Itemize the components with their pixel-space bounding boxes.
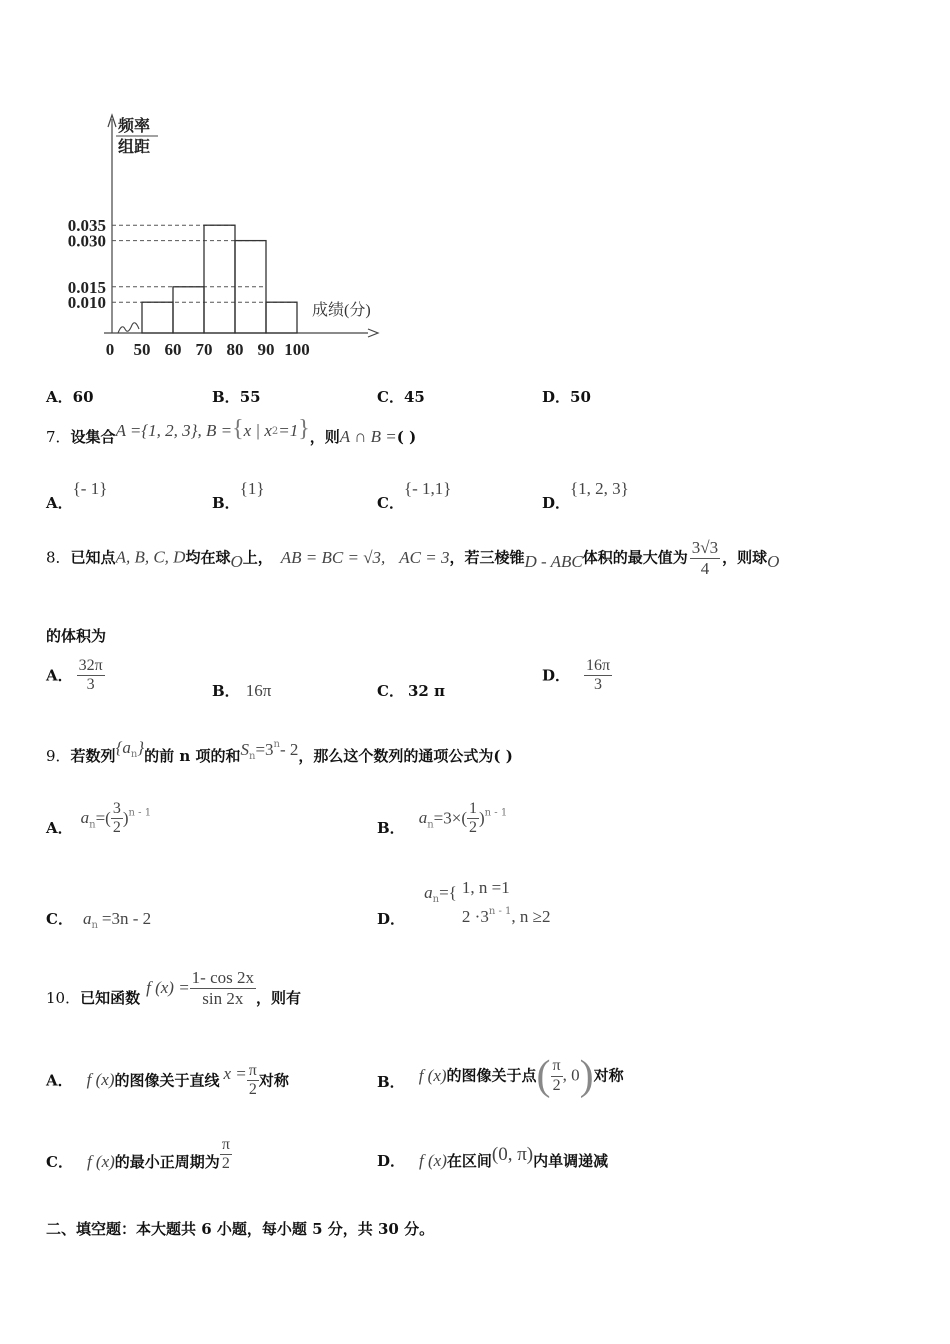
q10-option-a[interactable]: A． f (x)的图像关于直线 x = $\frac{\pi}{2}$ 对称 — [46, 1062, 289, 1099]
histogram-bar — [266, 302, 297, 333]
q8-line2: 的体积为 — [46, 627, 107, 645]
q10-option-d[interactable]: D． f (x)在区间(0, π)内单调递减 — [377, 1144, 609, 1170]
q8-option-a[interactable]: A． $\frac{32\pi}{3}$ — [46, 657, 103, 694]
x-tick-label: 100 — [284, 340, 310, 355]
q6-option-d[interactable]: D．50 — [542, 388, 591, 406]
q8-option-d[interactable]: D． $\frac{16\pi}{3}$ — [542, 657, 611, 694]
y-tick-label: 0.015 — [67, 277, 106, 297]
q10-stem: 10．已知函数f (x) = $\frac{1- \cos 2x}{\sin 2x}$ ，则有 — [46, 968, 302, 1008]
q7-stem: 7．设集合A ={1, 2, 3}, B ={x | $x^2=1$}，则A ∩ B =( ) — [46, 416, 417, 446]
q6-option-b[interactable]: B．55 — [212, 388, 261, 406]
x-tick-label: 50 — [133, 340, 151, 355]
axis-break-mark — [118, 323, 139, 333]
q9-option-b[interactable]: B．$a_n=3\times$( $\frac{1}{2}$ )$^{n - 1}$ — [377, 800, 508, 838]
q9-option-a[interactable]: A．$a_n=$( $\frac{3}{2}$ )$^{n - 1}$ — [46, 800, 152, 838]
y-axis-label-bottom: 组距 — [118, 139, 151, 156]
histogram-bar — [204, 225, 235, 333]
histogram-chart — [40, 105, 400, 355]
q8-option-b[interactable]: B． 16π — [212, 681, 272, 700]
q6-option-c[interactable]: C．45 — [377, 388, 425, 406]
q7-option-c[interactable]: C．{- 1,1} — [377, 479, 452, 512]
histogram-bar — [142, 302, 173, 333]
x-axis-arrow — [368, 329, 378, 337]
x-tick-label: 80 — [226, 340, 244, 355]
x-tick-label: 60 — [164, 340, 182, 355]
q7-option-b[interactable]: B．{1} — [212, 479, 265, 512]
q6-option-a[interactable]: A．60 — [46, 388, 94, 406]
x-axis-label: 成绩(分) — [312, 302, 371, 319]
q10-option-c[interactable]: C． f (x)的最小正周期为 $\frac{\pi}{2}$ — [46, 1136, 230, 1173]
q9-option-c[interactable]: C． $a_n =3n - 2$ — [46, 909, 152, 931]
section-2-title: 二、填空题：本大题共 6 小题，每小题 5 分，共 30 分。 — [46, 1220, 435, 1238]
q10-option-b[interactable]: B． f (x)的图像关于点( $\frac{\pi}{2}$ , 0)对称 — [377, 1053, 624, 1099]
y-tick-label: 0.010 — [67, 293, 106, 313]
q8-option-c[interactable]: C． 32 π — [377, 682, 446, 700]
q7-option-d[interactable]: D．{1, 2, 3} — [542, 479, 629, 512]
y-tick-label: 0.035 — [67, 216, 106, 236]
y-axis-label-top: 频率 — [118, 118, 151, 135]
y-tick-label: 0.030 — [67, 231, 106, 251]
q7-option-a[interactable]: A．{- 1} — [46, 479, 108, 512]
q9-option-d[interactable]: D． $a_n=${ 1, n =1 $2 \cdot 3^{n - 1}$, n ≥2 — [377, 878, 551, 928]
q8-stem: 8．已知点A, B, C, D均在球O上， AB = BC = √3, AC = 3，若三棱锥D - ABC体积的最大值为 $\frac{3√3}{4}$ ，则球O — [46, 538, 780, 578]
histogram-bar — [173, 287, 204, 333]
q8-max-volume-fraction: $\frac{3√3}{4}$ — [691, 538, 719, 578]
q9-stem: 9．若数列$\{a^n\}$的前 n 项的和$S_n=3^n-$ 2，那么这个数列的通项公式为( ) — [46, 738, 513, 765]
x-tick-label: 90 — [257, 340, 275, 355]
x-tick-label: 70 — [195, 340, 213, 355]
x-origin-label: 0 — [105, 340, 115, 355]
